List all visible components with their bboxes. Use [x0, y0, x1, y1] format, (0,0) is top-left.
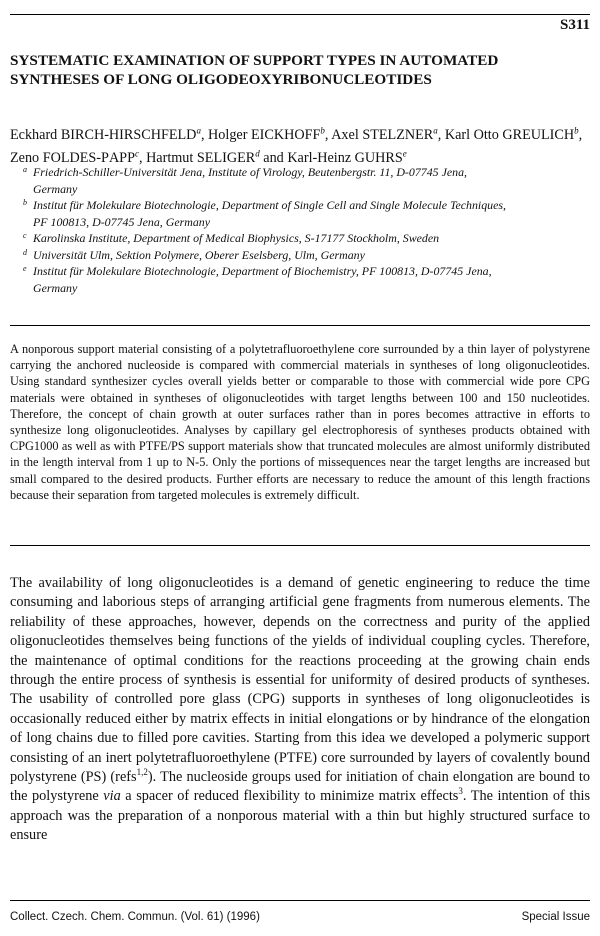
affiliation-mark: b	[574, 125, 579, 135]
author: Eckhard BIRCH-HIRSCHFELD$^a$,	[10, 125, 209, 143]
abstract-top-rule	[10, 325, 590, 326]
footer-rule	[10, 900, 590, 901]
author: Zeno FOLDES-PAPP$^c$,	[10, 148, 147, 167]
affiliation: e Institut für Molekulare Biotechnologie, Department of Biochemistry, PF 100813, D-07745 Jena, Germany	[23, 264, 492, 295]
author-list	[10, 121, 590, 168]
affiliation-letter: b	[23, 198, 27, 207]
affiliation-letter: d	[23, 247, 27, 257]
author: Karl Otto GREULICH$^b$,	[444, 125, 583, 143]
affiliation-letter: e	[23, 264, 27, 273]
paper-page	[10, 0, 590, 936]
affiliation: b Institut für Molekulare Biotechnologie, Department of Single Cell and Single Molecule Techniques, PF 100813, D-07745 Jena, Germany	[23, 198, 507, 229]
affiliation-mark: b	[320, 125, 325, 135]
citation: 1,2	[136, 767, 148, 778]
affiliation: d Universität Ulm, Sektion Polymere, Oberer Eselsberg, Ulm, Germany	[23, 247, 365, 262]
affiliation-mark: e	[402, 148, 407, 159]
author: Axel STELZNER$^a$,	[331, 125, 445, 143]
affiliation-mark: c	[134, 148, 139, 159]
title-line: SYNTHESES OF LONG OLIGODEOXYRIBONUCLEOTIDES	[10, 71, 432, 88]
paper-title	[10, 51, 590, 89]
title-line: SYSTEMATIC EXAMINATION OF SUPPORT TYPES IN AUTOMATED	[10, 52, 499, 69]
abstract-bottom-rule	[10, 545, 590, 546]
affiliation: a Friedrich-Schiller-Universität Jena, Institute of Virology, Beutenbergstr. 11, D-07745 Jena, Germany	[23, 165, 468, 196]
affiliation-mark: d	[255, 148, 260, 159]
affiliation-letter: a	[23, 165, 27, 174]
author: Holger EICKHOFF$^b$,	[208, 125, 332, 143]
affiliation-list	[23, 164, 590, 296]
journal-citation: Collect. Czech. Chem. Commun. (Vol. 61) (1996)	[10, 911, 260, 923]
issue-label: Special Issue	[521, 911, 590, 923]
header-rule	[10, 14, 590, 15]
author: Hartmut SELIGER$^d$ and	[146, 148, 288, 167]
affiliation-mark: a	[433, 125, 438, 135]
page-number: S311	[559, 17, 590, 33]
citation: 3	[458, 786, 463, 797]
affiliation-mark: a	[196, 125, 201, 135]
affiliation-letter: c	[23, 231, 27, 240]
affiliation: c Karolinska Institute, Department of Medical Biophysics, S-17177 Stockholm, Sweden	[23, 231, 440, 245]
author: Karl-Heinz GUHRS$^e$	[287, 148, 407, 167]
abstract: A nonporous support material consisting of a polytetrafluoroethylene core surrounded by a thin layer of polystyrene carrying the anchored nucleoside is compared with commercial materials in syntheses of long oligonucleotides. Using standard synthesizer cycles overall yields better or comparable to those with commercial wide pore CPG materials were obtained in syntheses of oligonucleotides with target lengths between 100 and 150 nucleotides. Therefore, the concept of chain growth at outer surfaces rather than in pores becomes attractive in efforts to synthesize long oligonucleotides. Analyses by capillary gel electrophoresis of syntheses products obtained with CPG1000 as well as with PTFE/PS support materials show that truncated molecules are almost uniformly distributed in the length interval from 1 up to N-5. Only the portions of missequences near the target lengths are increased but small compared to the desired products. Further efforts are necessary to reduce the amount of this length fractions because their separation from targeted molecules is extremely difficult.	[10, 342, 590, 502]
body-paragraph: The availability of long oligonucleotides is a demand of genetic engineering to reduce the time consuming and laborious steps of arranging artificial gene fragments from numerous elements. The reliability of these approaches, however, depends on the correctness and purity of the applied oligonucleotides themselves being functions of the yields of individual coupling cycles. Therefore, the maintenance of optimal conditions for the reactions proceeding at the growing chain ends through the entire process of synthesis is essential for uniformity of desired products of syntheses. The usability of controlled pore glass (CPG) supports in syntheses of long oligonucleotides is occasionally reduced either by matrix effects in initial elongations or by hindrance of the elongation of long chains due to filled pore cavities. Starting from this idea we developed a polymeric support consisting of an inert polytetrafluoroethylene (PTFE) core surrounded by layers of covalently bound polystyrene (PS) (refs$^{1,2}$). The nucleoside groups used for initiation of chain elongation are bound to the polystyrene via a spacer of reduced flexibility to minimize matrix effects$^3$. The intention of this approach was the preparation of a nonporous material with a thin but highly structured surface to ensure	[10, 575, 591, 844]
